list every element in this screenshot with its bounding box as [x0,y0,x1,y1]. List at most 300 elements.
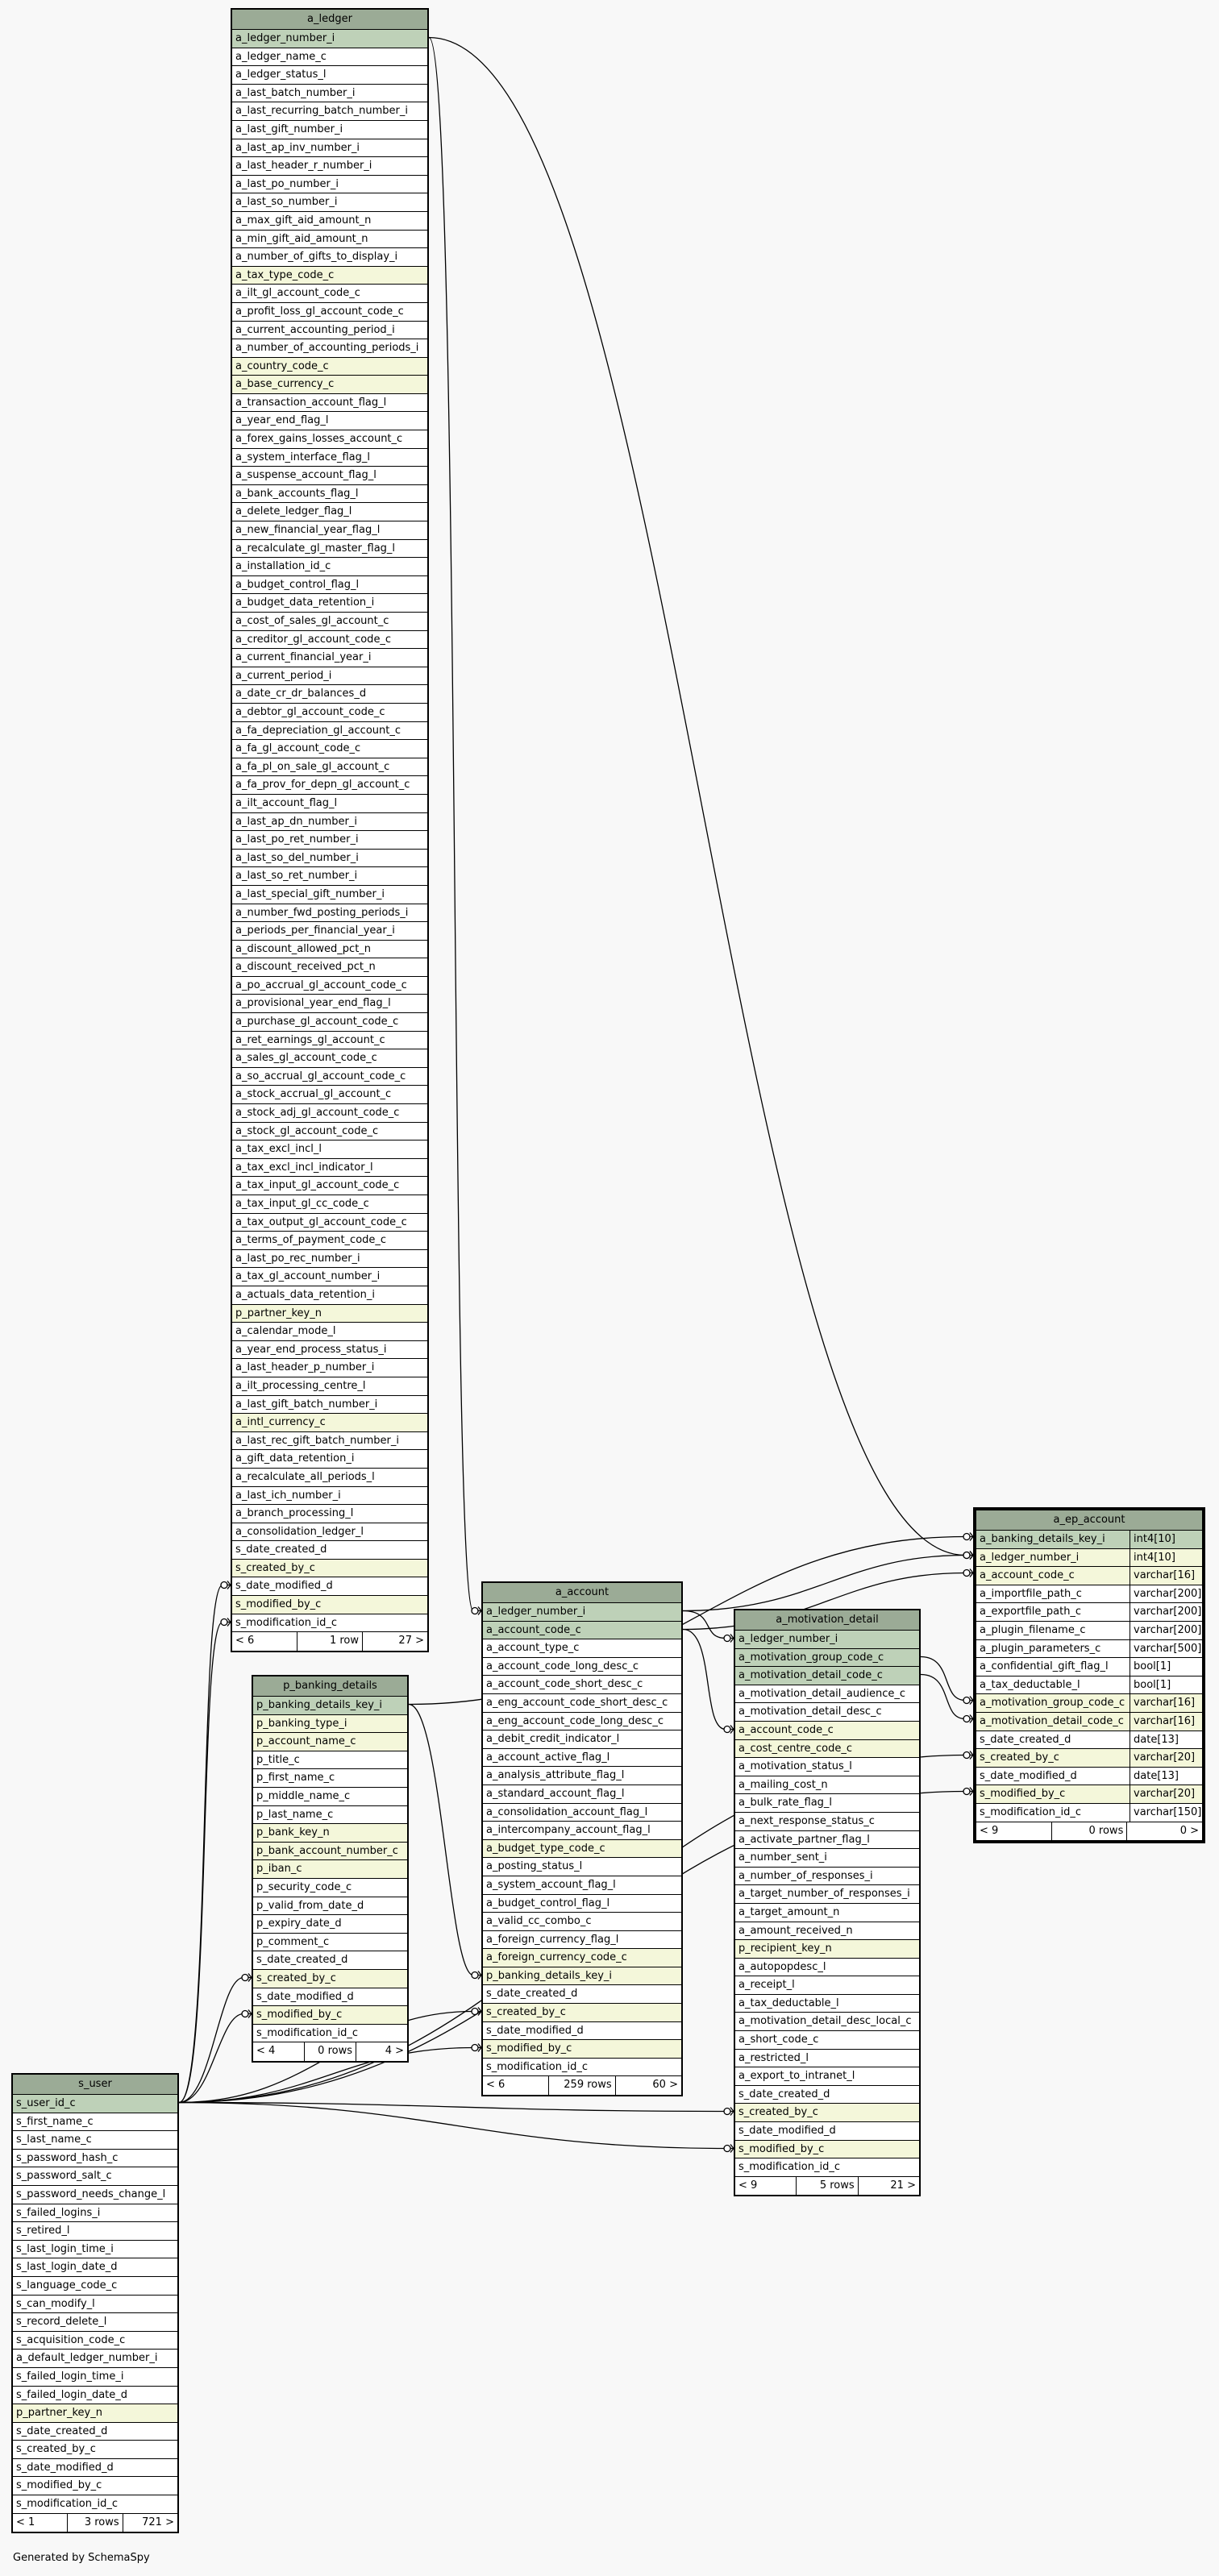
column-name: p_iban_c [256,1863,302,1876]
column-row[interactable] [232,1250,427,1269]
column-row[interactable] [232,850,427,868]
column-name: a_min_gift_aid_amount_n [235,232,368,245]
column-row[interactable] [976,1567,1202,1585]
column-name: a_discount_received_pct_n [235,961,376,974]
column-row[interactable] [232,594,427,613]
column-row[interactable] [253,1951,407,1970]
table-s-user[interactable] [11,2073,179,2533]
column-name: s_date_modified_d [738,2125,836,2138]
column-name: a_terms_of_payment_code_c [235,1234,387,1247]
column-name: a_plugin_filename_c [980,1623,1086,1636]
parent-count: < 6 [486,2079,505,2092]
column-row[interactable] [483,1603,681,1622]
column-row[interactable] [232,1614,427,1633]
column-name: s_password_salt_c [16,2170,112,2183]
column-row[interactable] [13,2368,177,2387]
column-row[interactable] [232,30,427,48]
table-footer [253,2042,407,2061]
column-row[interactable] [483,1749,681,1768]
column-name: a_budget_control_flag_l [486,1897,610,1909]
column-name: s_modified_by_c [256,2009,343,2021]
column-row[interactable] [232,48,427,67]
column-row[interactable] [232,1177,427,1195]
column-name: s_modified_by_c [16,2479,102,2492]
column-name: a_gift_data_retention_i [235,1452,355,1465]
column-row[interactable] [13,2441,177,2459]
column-name: a_budget_data_retention_i [235,596,375,609]
column-row[interactable] [253,1915,407,1934]
column-row[interactable] [232,1359,427,1377]
column-row[interactable] [232,139,427,158]
column-row[interactable] [976,1549,1202,1568]
column-row[interactable] [232,1377,427,1396]
column-type: varchar[500] [1130,1640,1202,1658]
parent-count: < 1 [16,2516,35,2528]
column-row[interactable] [232,831,427,850]
column-row[interactable] [232,485,427,504]
column-row[interactable] [232,1450,427,1469]
column-row[interactable] [976,1676,1202,1695]
column-row[interactable] [483,1840,681,1859]
column-row[interactable] [13,2350,177,2368]
column-row[interactable] [232,1032,427,1050]
column-name: s_date_created_d [16,2424,108,2437]
column-row[interactable] [232,231,427,249]
column-row[interactable] [232,922,427,941]
column-row[interactable] [232,1523,427,1542]
column-row[interactable] [232,102,427,121]
column-row[interactable] [735,1758,919,1776]
column-name: a_tax_type_code_c [235,268,335,281]
column-name: p_middle_name_c [256,1789,351,1802]
column-row[interactable] [232,1159,427,1178]
column-row[interactable] [483,2004,681,2022]
column-name: a_recalculate_all_periods_l [235,1470,375,1483]
column-type: date[13] [1130,1731,1202,1749]
column-row[interactable] [13,2404,177,2423]
column-row[interactable] [253,1733,407,1751]
column-name: a_short_code_c [738,2034,819,2046]
column-row[interactable] [232,1104,427,1123]
column-row[interactable] [232,212,427,231]
column-name: a_debit_credit_indicator_l [486,1733,620,1746]
column-row[interactable] [735,1940,919,1959]
column-row[interactable] [253,1697,407,1715]
column-row[interactable] [253,1879,407,1897]
column-name: a_last_po_number_i [235,177,339,190]
column-row[interactable] [232,521,427,540]
relationship-end-marker [724,2146,730,2152]
column-row[interactable] [232,85,427,103]
column-name: a_account_code_long_desc_c [486,1660,639,1672]
column-row[interactable] [253,1806,407,1825]
column-row[interactable] [232,339,427,358]
column-name: s_modification_id_c [235,1616,337,1629]
column-row[interactable] [253,1769,407,1788]
column-row[interactable] [735,1831,919,1850]
column-row[interactable] [13,2332,177,2350]
column-row[interactable] [976,1749,1202,1768]
column-row[interactable] [232,121,427,139]
column-name: a_foreign_currency_flag_l [486,1933,619,1946]
column-row[interactable] [232,503,427,521]
column-name: a_stock_accrual_gl_account_c [235,1088,392,1101]
column-row[interactable] [232,995,427,1013]
column-row[interactable] [232,1432,427,1451]
column-name: s_modified_by_c [738,2142,825,2155]
column-row[interactable] [232,613,427,631]
column-row[interactable] [735,1959,919,1977]
column-row[interactable] [735,2031,919,2050]
relationship-end-marker [221,1582,227,1589]
column-name: a_fa_gl_account_code_c [235,742,361,755]
column-row[interactable] [483,1767,681,1785]
column-name: a_debtor_gl_account_code_c [235,705,385,718]
column-name: a_tax_gl_account_number_i [235,1270,381,1283]
column-name: a_last_header_p_number_i [235,1361,375,1374]
column-row[interactable] [976,1640,1202,1659]
table-title: a_motivation_detail [735,1610,919,1631]
table-p-banking-details[interactable] [252,1675,409,2063]
column-row[interactable] [232,1541,427,1560]
column-row[interactable] [232,1086,427,1104]
column-row[interactable] [976,1658,1202,1676]
column-name: a_branch_processing_l [235,1507,354,1520]
relationship-end-marker [724,2109,730,2115]
column-row[interactable] [232,576,427,595]
column-name: a_date_cr_dr_balances_d [235,688,367,700]
column-row[interactable] [232,776,427,795]
column-row[interactable] [232,867,427,886]
column-name: s_date_modified_d [256,1990,354,2003]
column-name: a_stock_gl_account_code_c [235,1124,379,1137]
column-row[interactable] [483,1785,681,1804]
column-row[interactable] [232,1305,427,1323]
column-row[interactable] [253,1843,407,1861]
column-row[interactable] [232,467,427,485]
column-row[interactable] [232,176,427,194]
column-row[interactable] [735,2122,919,2141]
column-row[interactable] [232,1141,427,1159]
column-row[interactable] [232,1323,427,1341]
column-row[interactable] [232,322,427,340]
column-name: s_created_by_c [235,1561,315,1574]
column-name: a_stock_adj_gl_account_code_c [235,1107,400,1120]
column-row[interactable] [13,2423,177,2441]
table-footer [232,1632,427,1651]
column-row[interactable] [735,2104,919,2122]
column-name: a_bulk_rate_flag_l [738,1797,833,1809]
column-row[interactable] [232,813,427,832]
column-name: a_year_end_process_status_i [235,1343,387,1356]
column-name: s_modified_by_c [980,1788,1066,1801]
column-name: a_next_response_status_c [738,1814,875,1827]
column-row[interactable] [232,248,427,267]
column-row[interactable] [976,1694,1202,1713]
column-row[interactable] [13,2241,177,2259]
column-name: a_banking_details_key_i [980,1533,1105,1545]
column-name: a_last_so_ret_number_i [235,870,358,883]
column-name: a_profit_loss_gl_account_code_c [235,305,404,318]
table-a-account[interactable] [481,1581,683,2096]
column-row[interactable] [232,1396,427,1415]
column-row[interactable] [232,1123,427,1141]
column-row[interactable] [232,1049,427,1068]
relationship-end-marker [963,1534,970,1540]
relationship-line [683,1611,734,1639]
column-row[interactable] [483,1658,681,1676]
column-row[interactable] [483,2040,681,2059]
column-name: a_number_of_responses_i [738,1869,873,1882]
table-title: a_account [483,1583,681,1603]
column-name: s_last_login_time_i [16,2242,114,2255]
column-row[interactable] [232,193,427,212]
column-row[interactable] [735,1885,919,1904]
column-row[interactable] [232,376,427,394]
column-row[interactable] [232,704,427,722]
column-name: s_user_id_c [16,2097,76,2109]
column-row[interactable] [483,1858,681,1876]
column-row[interactable] [253,1897,407,1916]
column-row[interactable] [232,1596,427,1614]
column-row[interactable] [735,2086,919,2104]
column-row[interactable] [253,2006,407,2025]
column-row[interactable] [483,1713,681,1731]
column-name: a_motivation_detail_audience_c [738,1687,905,1700]
column-row[interactable] [232,958,427,977]
column-row[interactable] [735,1776,919,1795]
column-row[interactable] [253,1934,407,1952]
column-row[interactable] [483,1730,681,1749]
column-row[interactable] [232,649,427,667]
column-name: a_last_ich_number_i [235,1489,341,1502]
column-row[interactable] [232,1214,427,1232]
column-row[interactable] [232,285,427,303]
column-row[interactable] [232,1013,427,1032]
column-row[interactable] [232,1232,427,1250]
column-name: a_ret_earnings_gl_account_c [235,1033,385,1046]
column-row[interactable] [735,2141,919,2159]
column-row[interactable] [483,1676,681,1694]
column-row[interactable] [976,1731,1202,1750]
table-title: s_user [13,2075,177,2095]
column-row[interactable] [13,2131,177,2150]
column-name: a_so_accrual_gl_account_code_c [235,1070,406,1082]
column-row[interactable] [232,977,427,995]
column-name: s_created_by_c [256,1971,336,1984]
column-row[interactable] [232,941,427,959]
column-name: s_can_modify_l [16,2297,95,2310]
relationship-end-marker [472,2045,478,2051]
column-row[interactable] [232,667,427,686]
column-name: p_account_name_c [256,1735,356,1748]
column-row[interactable] [976,1713,1202,1731]
table-a-ep-account[interactable] [973,1507,1205,1843]
column-name: a_ledger_status_l [235,69,327,81]
column-row[interactable] [13,2186,177,2204]
column-row[interactable] [232,904,427,923]
column-row[interactable] [13,2113,177,2132]
column-row[interactable] [232,66,427,85]
column-row[interactable] [253,1860,407,1879]
column-row[interactable] [232,1268,427,1286]
column-row[interactable] [13,2495,177,2514]
column-row[interactable] [253,1824,407,1843]
column-name: a_current_financial_year_i [235,651,372,664]
column-row[interactable] [232,412,427,430]
column-name: a_target_amount_n [738,1905,840,1918]
column-row[interactable] [232,430,427,449]
column-row[interactable] [13,2296,177,2314]
column-row[interactable] [976,1531,1202,1549]
column-row[interactable] [735,1976,919,1995]
column-row[interactable] [232,1195,427,1214]
column-row[interactable] [735,1922,919,1941]
column-row[interactable] [13,2150,177,2168]
column-row[interactable] [253,1751,407,1770]
column-row[interactable] [13,2258,177,2277]
column-row[interactable] [483,1639,681,1658]
column-name: a_tax_output_gl_account_code_c [235,1215,407,1228]
column-row[interactable] [735,1631,919,1649]
column-row[interactable] [232,558,427,576]
column-row[interactable] [483,2022,681,2041]
column-name: s_last_login_date_d [16,2261,118,2274]
column-row[interactable] [735,1904,919,1922]
relationship-line [179,1978,252,2103]
column-row[interactable] [232,886,427,904]
column-row[interactable] [253,2025,407,2043]
column-name: a_plugin_parameters_c [980,1642,1101,1655]
column-row[interactable] [976,1804,1202,1822]
column-name: p_comment_c [256,1935,330,1948]
column-row[interactable] [232,267,427,285]
column-row[interactable] [232,157,427,176]
column-row[interactable] [735,1685,919,1704]
column-row[interactable] [483,1931,681,1950]
column-row[interactable] [483,1876,681,1895]
column-row[interactable] [232,1505,427,1523]
column-row[interactable] [232,1341,427,1360]
column-row[interactable] [13,2313,177,2332]
column-row[interactable] [232,449,427,467]
column-row[interactable] [232,1560,427,1578]
generated-by-label: Generated by SchemaSpy [13,2552,150,2564]
column-row[interactable] [232,1286,427,1305]
column-row[interactable] [735,1703,919,1722]
column-row[interactable] [483,1913,681,1931]
column-row[interactable] [232,1577,427,1596]
column-name: a_default_ledger_number_i [16,2352,158,2365]
column-row[interactable] [483,1822,681,1840]
column-row[interactable] [232,722,427,741]
column-name: s_date_modified_d [486,2024,584,2037]
column-row[interactable] [13,2095,177,2113]
column-row[interactable] [735,1740,919,1759]
column-row[interactable] [483,1967,681,1986]
column-row[interactable] [13,2167,177,2186]
column-row[interactable] [735,1794,919,1813]
column-row[interactable] [253,1970,407,1988]
column-name: a_ilt_gl_account_code_c [235,287,360,300]
column-row[interactable] [232,1469,427,1487]
column-row[interactable] [253,1715,407,1734]
column-name: a_mailing_cost_n [738,1778,828,1791]
column-row[interactable] [13,2204,177,2223]
column-name: a_last_gift_batch_number_i [235,1398,378,1411]
column-row[interactable] [483,1804,681,1822]
column-row[interactable] [232,1414,427,1432]
column-row[interactable] [976,1785,1202,1804]
column-row[interactable] [483,1622,681,1640]
parent-count: < 6 [235,1635,255,1647]
column-row[interactable] [13,2222,177,2241]
column-row[interactable] [735,2050,919,2068]
parent-count: < 9 [738,2179,758,2192]
column-row[interactable] [735,1849,919,1868]
column-row[interactable] [735,1813,919,1831]
column-name: a_fa_depreciation_gl_account_c [235,724,401,737]
column-name: a_system_account_flag_l [486,1878,616,1891]
column-row[interactable] [483,1949,681,1967]
column-row[interactable] [232,394,427,413]
table-footer [735,2177,919,2196]
column-name: a_motivation_status_l [738,1760,852,1773]
column-row[interactable] [232,303,427,322]
column-row[interactable] [735,1722,919,1740]
column-row[interactable] [232,631,427,650]
column-row[interactable] [253,1788,407,1806]
column-row[interactable] [483,1694,681,1713]
column-row[interactable] [735,2067,919,2086]
table-a-motivation-detail[interactable] [734,1609,921,2196]
column-row[interactable] [232,358,427,376]
column-row[interactable] [13,2459,177,2478]
column-row[interactable] [253,1988,407,2007]
column-name: a_valid_cc_combo_c [486,1915,592,1928]
column-name: a_posting_status_l [486,1860,583,1873]
column-row[interactable] [976,1603,1202,1622]
column-row[interactable] [232,740,427,758]
column-row[interactable] [735,2013,919,2031]
column-row[interactable] [735,1995,919,2013]
column-row[interactable] [483,1895,681,1913]
table-a-ledger[interactable] [231,8,429,1652]
column-row[interactable] [232,1487,427,1506]
column-name: a_number_of_gifts_to_display_i [235,251,398,264]
column-row[interactable] [976,1622,1202,1640]
column-row[interactable] [232,540,427,559]
column-row[interactable] [232,758,427,777]
column-row[interactable] [735,2158,919,2177]
relationship-end-marker [963,1697,970,1704]
column-row[interactable] [232,795,427,813]
column-row[interactable] [232,1068,427,1086]
column-row[interactable] [976,1585,1202,1604]
column-row[interactable] [735,1868,919,1886]
column-row[interactable] [976,1768,1202,1786]
column-row[interactable] [735,1649,919,1668]
column-name: p_last_name_c [256,1808,334,1821]
column-row[interactable] [13,2477,177,2495]
column-row[interactable] [483,1985,681,2004]
column-row[interactable] [13,2277,177,2296]
column-row[interactable] [483,2059,681,2077]
column-row[interactable] [232,685,427,704]
column-name: a_creditor_gl_account_code_c [235,633,392,646]
column-row[interactable] [13,2387,177,2405]
column-row[interactable] [735,1667,919,1685]
